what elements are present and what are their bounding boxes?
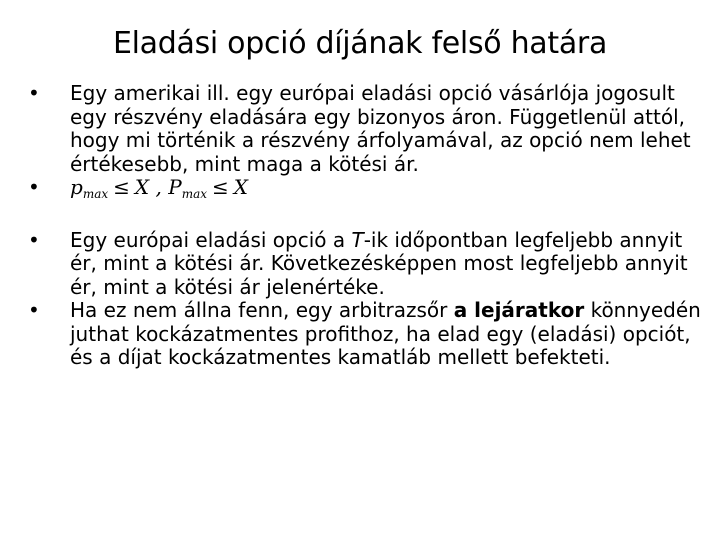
formula-P: P	[168, 175, 182, 199]
bullet-item-4	[28, 299, 708, 370]
formula-upper-bound	[70, 175, 248, 199]
bullet-item-1	[28, 82, 708, 176]
bullet-text-4-bold: a lejáratkor	[453, 298, 585, 322]
bullet-text-4-pre: Ha ez nem állna fenn, egy arbitrazsőr	[70, 298, 454, 322]
bullet-marker: •	[28, 175, 40, 199]
slide-title: Eladási opció díjának felső határa	[112, 26, 608, 61]
bullet-item-2	[28, 176, 708, 207]
bullet-text-3-T: T	[351, 227, 364, 252]
formula-p-subscript: max	[82, 187, 109, 201]
bullet-marker: •	[28, 227, 40, 252]
formula-x1: X	[134, 175, 150, 199]
slide-content	[28, 82, 708, 370]
formula-le-symbol-2: ≤	[212, 175, 229, 199]
formula-P-subscript: max	[181, 187, 207, 201]
formula-x2: X	[233, 175, 249, 199]
formula-comma: ,	[155, 175, 162, 199]
bullet-item-3	[28, 229, 708, 300]
bullet-text-3-post: -ik időpontban legfeljebb annyit ér, mint a kötési ár. Következésképpen most legfeljebb annyit ér, mint a kötési ár jelenértéke.	[70, 227, 688, 299]
bullet-text-1: Egy amerikai ill. egy európai eladási opció vásárlója jogosult egy részvény eladására egy bizonyos áron. Függetlenül attól, hogy mi történik a részvény árfolyamával, az opció nem lehet értékesebb, mint maga a kötési ár.	[70, 81, 691, 176]
bullet-marker: •	[28, 81, 40, 105]
bullet-text-4-post: könnyedén juthat kockázatmentes profithoz, ha elad egy (eladási) opciót, és a díjat kockázatmentes kamatláb mellett befekteti.	[70, 298, 701, 369]
spacer	[28, 207, 708, 229]
formula-le-symbol: ≤	[113, 175, 130, 199]
bullet-marker: •	[28, 298, 40, 322]
formula-p: p	[70, 175, 83, 199]
bullet-text-3-pre: Egy európai eladási opció a	[70, 227, 352, 252]
